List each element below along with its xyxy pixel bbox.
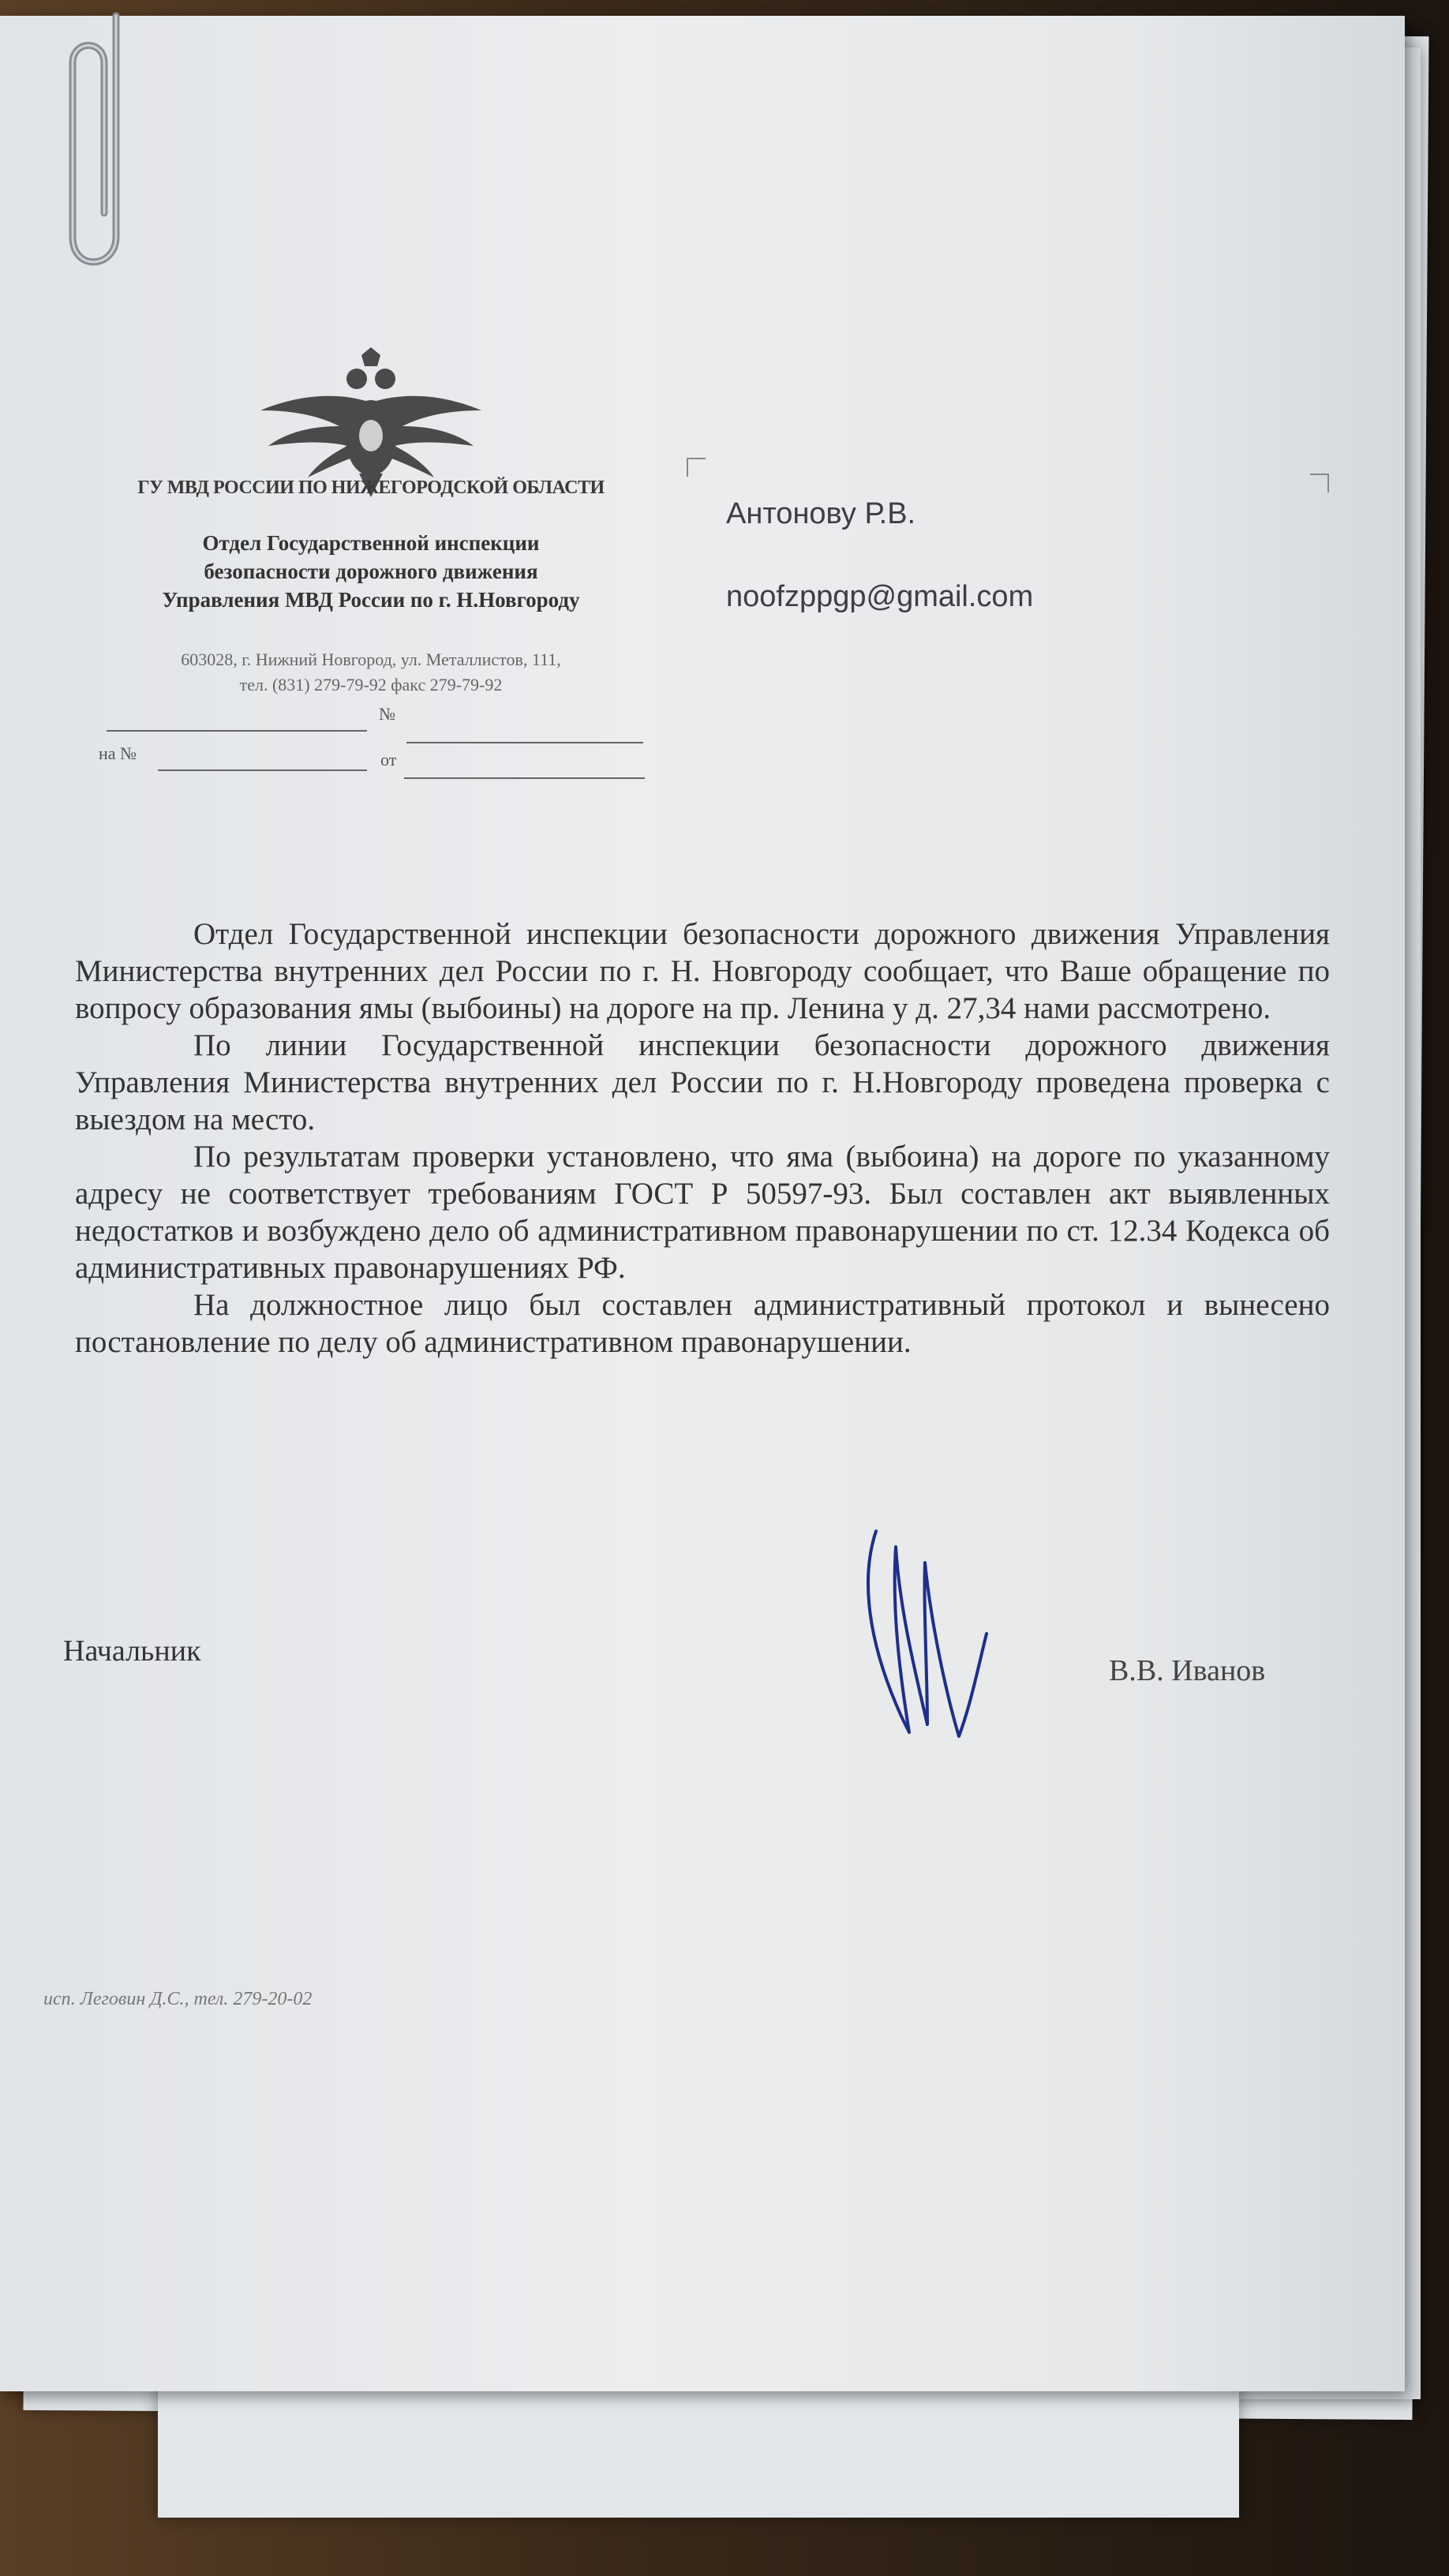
body-paragraph: Отдел Государственной инспекции безопасности дорожного движения Управления Министерства внутренних дел России по г. Н. Новгороду сообщает, что Ваше обращение по вопросу образования ямы (выбоины) на дороге на пр. Ленина у д. 27,34 нами рассмотрено. [75, 917, 1330, 1025]
reference-label: на № [99, 743, 137, 763]
date-label: от [380, 750, 397, 769]
double-headed-eagle-emblem [253, 347, 489, 497]
department-line: Управления МВД России по г. Н.Новгороду [162, 588, 580, 612]
executor-note: исп. Леговин Д.С., тел. 279-20-02 [43, 1989, 313, 2009]
handwritten-signature [852, 1515, 994, 1752]
paperclip-icon [49, 0, 144, 300]
outgoing-number-line [107, 730, 367, 732]
address-corner-mark [687, 458, 706, 477]
recipient-email: noofzppgp@gmail.com [726, 580, 1034, 613]
recipient-name: Антонову Р.В. [726, 497, 916, 530]
signer-name: В.В. Иванов [1109, 1654, 1266, 1687]
signer-title: Начальник [63, 1634, 201, 1668]
number-label: № [379, 704, 395, 724]
letter-page [0, 16, 1405, 2391]
department-name [87, 529, 655, 614]
date-line [404, 777, 645, 779]
department-line: безопасности дорожного движения [204, 560, 538, 583]
body-paragraph: По линии Государственной инспекции безопасности дорожного движения Управления Министерства внутренних дел России по г. Н.Новгороду проведена проверка с выездом на место. [75, 1028, 1330, 1136]
body-paragraph: На должностное лицо был составлен административный протокол и вынесено постановление по делу об административном правонарушении. [75, 1288, 1330, 1359]
department-line: Отдел Государственной инспекции [202, 531, 540, 555]
address-corner-mark [1310, 474, 1329, 492]
address-line: 603028, г. Нижний Новгород, ул. Металлистов, 111, [181, 650, 561, 669]
ministry-name: ГУ МВД РОССИИ ПО НИЖЕГОРОДСКОЙ ОБЛАСТИ [137, 477, 605, 498]
department-address [87, 647, 655, 698]
number-line [406, 742, 643, 743]
body-paragraph: По результатам проверки установлено, что яма (выбоина) на дороге по указанному адресу не соответствует требованиям ГОСТ Р 50597-93. Был составлен акт выявленных недостатков и возбуждено дело об административном правонарушении по ст. 12.34 Кодекса об административных правонарушениях РФ. [75, 1140, 1330, 1285]
letter-body [75, 915, 1330, 1361]
phone-line: тел. (831) 279-79-92 факс 279-79-92 [239, 675, 503, 695]
reference-line [158, 769, 367, 771]
